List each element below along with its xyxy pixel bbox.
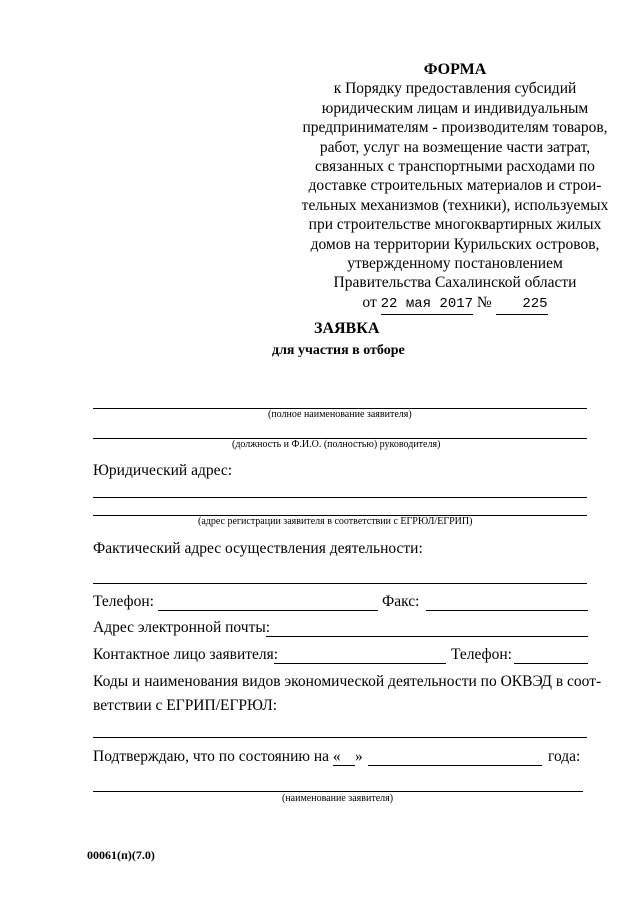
okved-line[interactable] <box>93 737 587 738</box>
contact-phone-field[interactable] <box>514 663 588 664</box>
contact-field[interactable] <box>274 663 446 664</box>
email-label: Адрес электронной почты: <box>93 619 271 636</box>
phone-label: Телефон: <box>93 593 154 610</box>
actual-address-line[interactable] <box>93 583 587 584</box>
header-line-6: доставке строительных материалов и строи- <box>308 177 602 195</box>
header-line-5: связанных с транспортными расходами по <box>315 158 595 176</box>
resolution-date: 22 мая 2017 <box>381 295 473 315</box>
phone-field[interactable] <box>158 610 378 611</box>
resolution-date-line <box>270 293 640 315</box>
fax-field[interactable] <box>426 610 588 611</box>
confirm-prefix: Подтверждаю, что по состоянию на « <box>93 748 341 765</box>
form-header-title: ФОРМА <box>423 61 487 78</box>
form-header <box>270 60 640 315</box>
fax-label: Факс: <box>382 593 420 610</box>
footer-code: 00061(п)(7.0) <box>87 848 155 862</box>
confirm-day-field[interactable] <box>333 765 355 766</box>
header-line-4: работ, услуг на возмещение части затрат, <box>319 138 591 156</box>
legal-address-label: Юридический адрес: <box>93 462 233 479</box>
okved-text-line-1: Коды и наименования видов экономической деятельности по ОКВЭД в соот- <box>93 673 602 690</box>
applicant-name-caption: (полное наименование заявителя) <box>268 409 412 420</box>
header-line-3: предпринимателям - производителям товаров, <box>302 119 608 137</box>
head-name-caption: (должность и Ф.И.О. (полностью) руководителя) <box>232 439 441 450</box>
registration-caption: (адрес регистрации заявителя в соответствии с ЕГРЮЛ/ЕГРИП) <box>198 516 473 527</box>
doc-subtitle: для участия в отборе <box>272 343 405 358</box>
legal-address-line-1[interactable] <box>93 497 587 498</box>
header-line-2: юридическим лицам и индивидуальным <box>321 99 589 117</box>
applicant-caption: (наименование заявителя) <box>282 793 394 804</box>
confirm-suffix: года: <box>548 748 581 765</box>
resolution-number: 225 <box>496 295 548 315</box>
header-line-10: утвержденному постановлением <box>347 255 563 273</box>
doc-title: ЗАЯВКА <box>314 320 380 337</box>
email-field[interactable] <box>266 636 588 637</box>
confirm-month-field[interactable] <box>368 765 542 766</box>
number-sign: № <box>476 293 492 311</box>
header-line-1: к Порядку предоставления субсидий <box>333 80 577 98</box>
header-line-9: домов на территории Курильских островов, <box>310 235 600 253</box>
applicant-signature-line[interactable] <box>93 791 583 792</box>
okved-text-line-2: ветствии с ЕГРИП/ЕГРЮЛ: <box>93 697 278 714</box>
header-line-8: при строительстве многоквартирных жилых <box>308 216 602 234</box>
date-prefix: от <box>362 293 377 311</box>
contact-label: Контактное лицо заявителя: <box>93 646 279 663</box>
actual-address-label: Фактический адрес осуществления деятельности: <box>93 540 423 557</box>
header-line-11: Правительства Сахалинской области <box>333 274 577 292</box>
header-line-7: тельных механизмов (техники), используемых <box>301 196 609 214</box>
contact-phone-label: Телефон: <box>451 646 512 663</box>
confirm-mid: » <box>355 748 363 765</box>
